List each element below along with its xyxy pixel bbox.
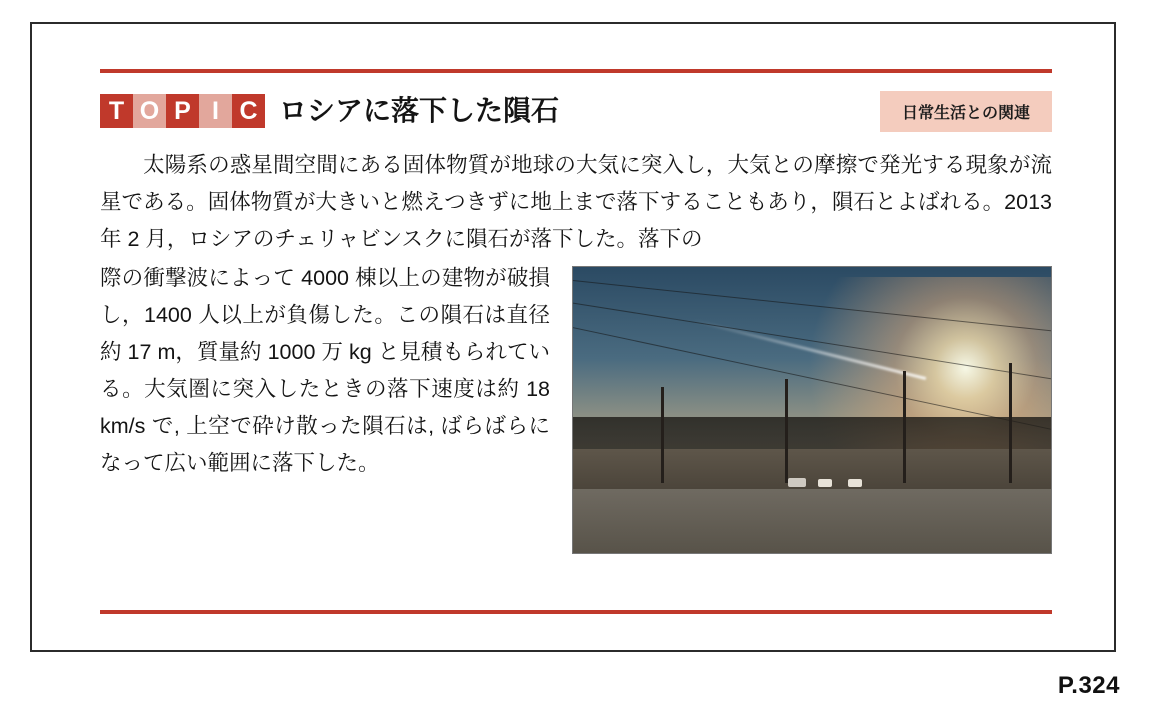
topic-badge — [100, 94, 265, 128]
car — [818, 479, 832, 487]
car — [848, 479, 862, 487]
utility-pole — [903, 371, 906, 483]
topic-badge-letter: P — [166, 94, 199, 128]
utility-pole — [661, 387, 664, 483]
topic-badge-letter: O — [133, 94, 166, 128]
car — [788, 478, 806, 487]
meteor-photo — [572, 266, 1052, 554]
topic-header — [100, 89, 1052, 133]
paragraph-wrap: 際の衝撃波によって 4000 棟以上の建物が破損し，1400 人以上が負傷した。この隕石は直径約 17 m，質量約 1000 万 kg と見積もられている。大気圏に突入したときの落下速度は約 18 km/s で, 上空で砕け散った隕石は, ばらばらになって広い範囲に落下した。 — [100, 265, 550, 475]
road — [573, 489, 1051, 553]
textbook-page — [30, 22, 1116, 652]
page-content — [100, 69, 1052, 614]
page-title: ロシアに落下した隕石 — [279, 95, 560, 126]
top-rule — [100, 69, 1052, 73]
topic-badge-letter: C — [232, 94, 265, 128]
paragraph-lead: 太陽系の惑星間空間にある固体物質が地球の大気に突入し，大気との摩擦で発光する現象が流星である。固体物質が大きいと燃えつきずに地上まで落下することもあり，隕石とよばれる。2013 年 2 月，ロシアのチェリャビンスクに隕石が落下した。落下の — [100, 153, 1052, 251]
topic-badge-letter: I — [199, 94, 232, 128]
topic-badge-letter: T — [100, 94, 133, 128]
utility-pole — [1009, 363, 1012, 483]
status-badge: 日常生活との関連 — [880, 91, 1052, 132]
body-text — [100, 147, 1052, 554]
paragraph-with-photo — [100, 260, 1052, 554]
page-number: P.324 — [1057, 672, 1120, 699]
bottom-rule — [100, 610, 1052, 614]
utility-pole — [785, 379, 788, 483]
